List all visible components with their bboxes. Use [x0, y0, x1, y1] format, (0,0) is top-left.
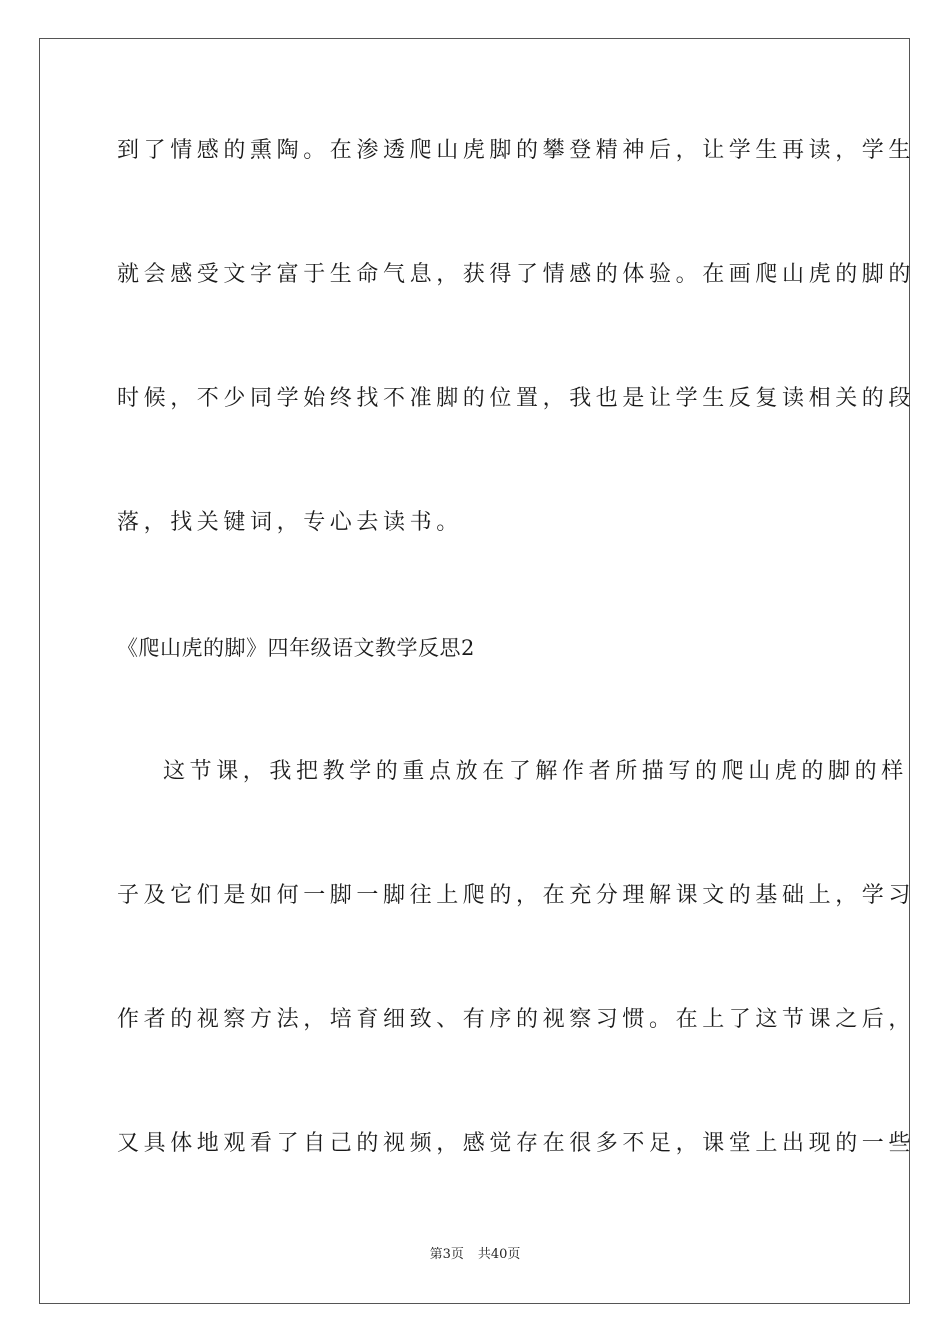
page-total: 共40页: [477, 1247, 521, 1262]
paragraph-line: 到了情感的熏陶。在渗透爬山虎脚的攀登精神后，让学生再读，学生: [117, 138, 916, 163]
paragraph-line: 就会感受文字富于生命气息，获得了情感的体验。在画爬山虎的脚的: [117, 262, 916, 287]
paragraph-line: 落，找关键词，专心去读书。: [117, 510, 463, 535]
paragraph-line: 时候，不少同学始终找不准脚的位置，我也是让学生反复读相关的段: [117, 386, 916, 411]
paragraph-line: 这节课，我把教学的重点放在了解作者所描写的爬山虎的脚的样: [163, 759, 908, 784]
paragraph-line: 子及它们是如何一脚一脚往上爬的，在充分理解课文的基础上，学习: [117, 883, 916, 908]
paragraph-line: 作者的视察方法，培育细致、有序的视察习惯。在上了这节课之后，: [117, 1007, 916, 1032]
page-border: [39, 38, 916, 1304]
section-title: 《爬山虎的脚》四年级语文教学反思2: [117, 636, 475, 660]
page-footer: [0, 1246, 950, 1264]
paragraph-line: 又具体地观看了自己的视频，感觉存在很多不足，课堂上出现的一些: [117, 1131, 916, 1156]
page-number: 第3页: [429, 1247, 464, 1262]
